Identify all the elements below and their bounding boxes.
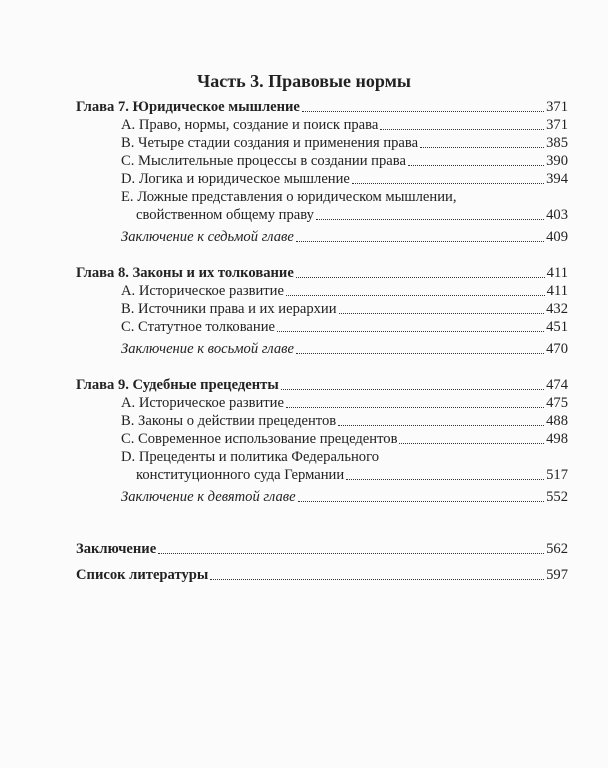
dot-leader <box>302 111 544 112</box>
toc-conclusion-8[interactable] <box>76 340 568 358</box>
section-page: 498 <box>546 431 568 447</box>
dot-leader <box>286 295 545 296</box>
toc-section-8b[interactable] <box>76 300 568 318</box>
conclusion-title: Заключение к девятой главе <box>121 489 296 505</box>
section-page: 517 <box>546 467 568 483</box>
conclusion-page: 409 <box>546 229 568 245</box>
toc-section-9a[interactable] <box>76 394 568 412</box>
dot-leader <box>296 241 544 242</box>
table-of-contents <box>76 98 568 584</box>
final-page: 562 <box>546 541 568 557</box>
dot-leader <box>338 425 544 426</box>
section-title: A. Право, нормы, создание и поиск права <box>121 117 379 133</box>
dot-leader <box>158 553 544 554</box>
section-title-line-2: свойственном общему праву <box>136 207 314 223</box>
toc-section-9c[interactable] <box>76 430 568 448</box>
section-title: B. Источники права и их иерархии <box>121 301 337 317</box>
section-page: 488 <box>546 413 568 429</box>
toc-chapter-9[interactable] <box>76 376 568 394</box>
toc-section-7c[interactable] <box>76 152 568 170</box>
conclusion-title: Заключение к восьмой главе <box>121 341 294 357</box>
chapter-8-page: 411 <box>546 265 568 281</box>
toc-conclusion-9[interactable] <box>76 488 568 506</box>
dot-leader <box>281 389 544 390</box>
dot-leader <box>346 479 544 480</box>
section-page: 411 <box>546 283 568 299</box>
final-page: 597 <box>546 567 568 583</box>
final-title: Список литературы <box>76 567 209 583</box>
conclusion-title: Заключение к седьмой главе <box>121 229 294 245</box>
section-page: 394 <box>546 171 568 187</box>
section-title-line-2: конституционного суда Германии <box>136 467 345 483</box>
toc-section-7e[interactable] <box>76 188 568 224</box>
toc-conclusion-7[interactable] <box>76 228 568 246</box>
section-page: 475 <box>546 395 568 411</box>
toc-conclusion[interactable] <box>76 540 568 558</box>
dot-leader <box>296 277 545 278</box>
section-title: B. Законы о действии прецедентов <box>121 413 337 429</box>
toc-section-7b[interactable] <box>76 134 568 152</box>
toc-chapter-7[interactable] <box>76 98 568 116</box>
part-title: Часть 3. Правовые нормы <box>197 71 411 91</box>
dot-leader <box>316 219 544 220</box>
toc-section-8c[interactable] <box>76 318 568 336</box>
section-title-line-1: D. Прецеденты и политика Федерального <box>121 449 380 465</box>
section-title: B. Четыре стадии создания и применения права <box>121 135 419 151</box>
toc-section-7a[interactable] <box>76 116 568 134</box>
section-title-line-1: E. Ложные представления о юридическом мышлении, <box>121 189 457 205</box>
section-page: 390 <box>546 153 568 169</box>
toc-section-7d[interactable] <box>76 170 568 188</box>
dot-leader <box>408 165 544 166</box>
conclusion-page: 470 <box>546 341 568 357</box>
section-page: 403 <box>546 207 568 223</box>
section-page: 385 <box>546 135 568 151</box>
dot-leader <box>352 183 544 184</box>
dot-leader <box>399 443 544 444</box>
section-title: C. Мыслительные процессы в создании права <box>121 153 406 169</box>
toc-chapter-8[interactable] <box>76 264 568 282</box>
conclusion-page: 552 <box>546 489 568 505</box>
dot-leader <box>286 407 544 408</box>
section-page: 432 <box>546 301 568 317</box>
dot-leader <box>296 353 544 354</box>
section-title: A. Историческое развитие <box>121 283 284 299</box>
dot-leader <box>380 129 544 130</box>
toc-section-9d[interactable] <box>76 448 568 484</box>
dot-leader <box>298 501 545 502</box>
chapter-7-page: 371 <box>546 99 568 115</box>
section-title: D. Логика и юридическое мышление <box>121 171 350 187</box>
chapter-7-title: Глава 7. Юридическое мышление <box>76 99 300 115</box>
section-page: 371 <box>546 117 568 133</box>
chapter-9-title: Глава 9. Судебные прецеденты <box>76 377 279 393</box>
final-title: Заключение <box>76 541 157 557</box>
chapter-9-page: 474 <box>546 377 568 393</box>
dot-leader <box>210 579 544 580</box>
toc-section-9b[interactable] <box>76 412 568 430</box>
section-title: A. Историческое развитие <box>121 395 284 411</box>
section-title: C. Статутное толкование <box>121 319 275 335</box>
chapter-8-title: Глава 8. Законы и их толкование <box>76 265 294 281</box>
section-page: 451 <box>546 319 568 335</box>
dot-leader <box>339 313 545 314</box>
toc-bibliography[interactable] <box>76 566 568 584</box>
toc-section-8a[interactable] <box>76 282 568 300</box>
dot-leader <box>277 331 544 332</box>
dot-leader <box>420 147 544 148</box>
section-title: C. Современное использование прецедентов <box>121 431 398 447</box>
